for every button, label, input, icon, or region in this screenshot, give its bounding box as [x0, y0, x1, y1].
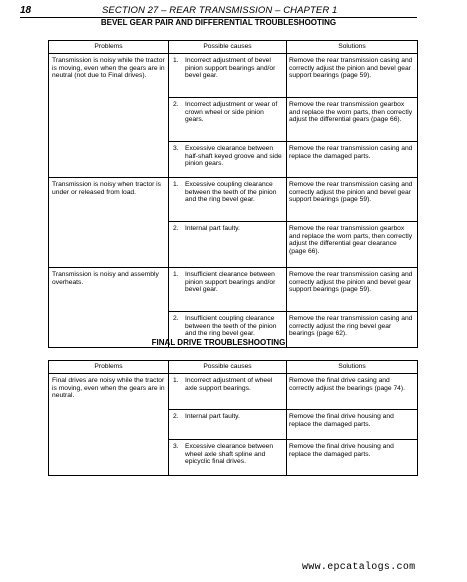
cause-cell: [169, 374, 287, 410]
solution-cell: Remove the rear transmission casing and correctly adjust the pinion and bevel gear support bearings (page 59).: [287, 54, 418, 98]
cause-cell: [169, 410, 287, 440]
cause-text: Internal part faulty.: [185, 225, 240, 232]
solution-cell: Remove the final drive housing and replace the damaged parts.: [287, 440, 418, 476]
cause-number: 2.: [173, 413, 179, 420]
column-header-problems: Problems: [49, 41, 169, 54]
column-header-solutions: Solutions: [287, 361, 418, 374]
cause-number: 3.: [173, 443, 179, 450]
column-header-solutions: Solutions: [287, 41, 418, 54]
section-title: SECTION 27 – REAR TRANSMISSION – CHAPTER 1: [102, 5, 338, 16]
column-header-causes: Possible causes: [169, 361, 287, 374]
cause-text: Incorrect adjustment of wheel axle support bearings.: [185, 377, 273, 392]
cause-text: Internal part faulty.: [185, 413, 240, 420]
cause-text: Insufficient clearance between pinion support bearings and/or bevel gear.: [185, 271, 276, 294]
cause-cell: [169, 98, 287, 142]
table-row: [49, 178, 418, 222]
cause-text: Excessive clearance between wheel axle shaft spline and epicyclic final drives.: [185, 443, 274, 466]
cause-number: 1.: [173, 181, 179, 188]
cause-number: 1.: [173, 271, 179, 278]
solution-cell: Remove the rear transmission casing and correctly adjust the pinion and bevel gear support bearings (page 59).: [287, 268, 418, 312]
cause-number: 2.: [173, 315, 179, 322]
solution-cell: Remove the rear transmission gearbox and replace the worn parts, then correctly adjust the differential gears (page 66).: [287, 98, 418, 142]
cause-number: 1.: [173, 57, 179, 64]
cause-text: Excessive coupling clearance between the teeth of the pinion and the ring bevel gear.: [185, 181, 277, 204]
cause-number: 3.: [173, 145, 179, 152]
table-row: [49, 374, 418, 410]
cause-text: Insufficient coupling clearance between the teeth of the pinion and the ring bevel gear.: [185, 315, 277, 338]
solution-cell: Remove the rear transmission gearbox and replace the worn parts, then correctly adjust the differential gear clearance (page 66).: [287, 222, 418, 268]
solution-cell: Remove the final drive casing and correctly adjust the bearings (page 74).: [287, 374, 418, 410]
solution-cell: Remove the rear transmission casing and correctly adjust the ring bevel gear bearings (page 62).: [287, 312, 418, 348]
table-title-bevel-gear: BEVEL GEAR PAIR AND DIFFERENTIAL TROUBLESHOOTING: [100, 18, 337, 27]
cause-number: 1.: [173, 377, 179, 384]
cause-cell: [169, 142, 287, 178]
table-header-row: [49, 361, 418, 374]
cause-cell: [169, 222, 287, 268]
table-row: [49, 54, 418, 98]
cause-text: Incorrect adjustment or wear of crown wheel or side pinion gears.: [185, 101, 278, 124]
table-header-row: [49, 41, 418, 54]
solution-cell: Remove the rear transmission casing and replace the damaged parts.: [287, 142, 418, 178]
cause-cell: [169, 440, 287, 476]
solution-cell: Remove the final drive housing and replace the damaged parts.: [287, 410, 418, 440]
bevel-gear-troubleshooting-table: [48, 40, 418, 348]
page-number: 18: [20, 5, 32, 16]
problem-cell: Final drives are noisy while the tractor is moving, even when the gears are in neutral.: [49, 374, 169, 476]
solution-cell: Remove the rear transmission casing and correctly adjust the pinion and bevel gear support bearings (page 59).: [287, 178, 418, 222]
page-header: [20, 6, 417, 18]
cause-number: 2.: [173, 225, 179, 232]
cause-cell: [169, 178, 287, 222]
column-header-problems: Problems: [49, 361, 169, 374]
cause-text: Excessive clearance between half-shaft keyed groove and side pinion gears.: [185, 145, 282, 168]
table-row: [49, 268, 418, 312]
problem-cell: Transmission is noisy and assembly overheats.: [49, 268, 169, 348]
problem-cell: Transmission is noisy while the tractor is moving, even when the gears are in neutral (not due to Final drives).: [49, 54, 169, 178]
watermark-url: www.epcatalogs.com: [302, 562, 416, 573]
cause-cell: [169, 54, 287, 98]
column-header-causes: Possible causes: [169, 41, 287, 54]
final-drive-troubleshooting-table: [48, 360, 418, 476]
cause-text: Incorrect adjustment of bevel pinion support bearings and/or bevel gear.: [185, 57, 276, 80]
cause-cell: [169, 268, 287, 312]
problem-cell: Transmission is noisy when tractor is under or released from load.: [49, 178, 169, 268]
table-title-final-drive: FINAL DRIVE TROUBLESHOOTING: [151, 338, 286, 347]
cause-number: 2.: [173, 101, 179, 108]
